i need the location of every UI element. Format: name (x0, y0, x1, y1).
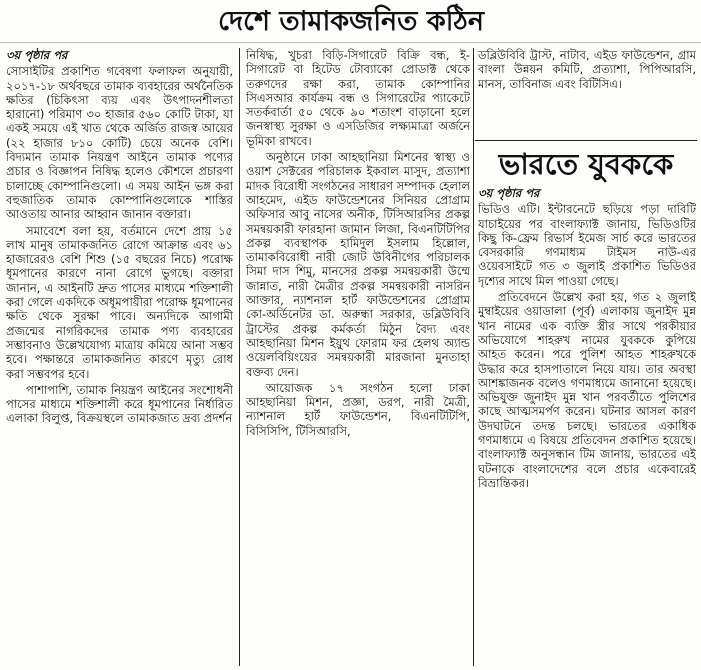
story2-headline: ভারতে যুবককে (498, 147, 674, 181)
story1-column-1 (6, 48, 233, 668)
story1-paragraph: অনুষ্ঠানে ঢাকা আহছানিয়া মিশনের স্বাস্থ্য ও ওয়াশ সেক্টরের পরিচালক ইকবাল মাসুদ, প্রত্যাশা মাদক বিরোধী সংগঠনের সাধারণ সম্পাদক হেলাল আহমেদ, এইড ফাউন্ডেশনের সিনিয়র প্রোগ্রাম অফিসার আবু নাসের অনীক, টিসিআরসির প্রকল্প সমন্বয়কারী ফারহানা জামান লিজা, বিএনটিটিপির প্রকল্প ব্যবস্থাপক হামিদুল ইসলাম হিল্লোল, তামাকবিরোধী নারী জোট উবিনীগের পরিচালক সিমা দাস শিমু, মানসের প্রকল্প সমন্বয়কারী উম্মে জান্নাত, নারী মৈত্রীর প্রকল্প সমন্বয়কারী নাসরিন আক্তার, ন্যাশনাল হার্ট ফাউন্ডেশনের প্রোগ্রাম কো-অর্ডিনেটর ডা. অরুন্ধা সরকার, ডব্লিউবিবি ট্রাস্টের প্রকল্প কর্মকর্তা মিঠুন বৈদ্য এবং আহছানিয়া মিশন ইয়ুথ ফোরাম ফর হেলথ অ্যান্ড ওয়েলবিয়িংয়ের সমন্বয়কারী মারজানা মুনতাহা বক্তব্য দেন। (246, 150, 470, 379)
story2-dateline: ৩য় পৃষ্ঠার পর (478, 186, 540, 200)
story2-column (478, 186, 696, 668)
column-divider (473, 48, 474, 666)
story1-dateline: ৩য় পৃষ্ঠার পর (6, 48, 68, 62)
story1-paragraph: নিষিদ্ধ, খুচরা বিড়ি-সিগারেট বিক্রি বন্ধ, ই-সিগারেট বা হিটেড টোব্যাকো প্রোডাক্ট থেকে তরুণদের রক্ষা করা, তামাক কোম্পানির সিএসআর কার্যক্রম বন্ধ ও সিগারেটের প্যাকেটে সতর্কবার্তা ৫০ থেকে ৯০ শতাংশ বাড়ানো হলে জনস্বাস্থ্য সুরক্ষা ও এসডিজির লক্ষ্যমাত্রা অর্জনে ভূমিকা রাখবে। (246, 48, 470, 148)
headline-underline (0, 42, 701, 43)
story2-paragraph: ভিডিও এটি। ইন্টারনেটে ছড়িয়ে পড়া দাবিটি যাচাইয়ের পর বাংলাফ্যাক্ট জানায়, ভিডিওটির কিছু কি-ফ্রেম রিভার্স ইমেজ সার্চ করে ভারতের বেসরকারি গণমাধ্যম টাইমস নাউ-এর ওয়েবসাইটে গত ৩ জুলাই প্রকাশিত ভিডিওর দৃশ্যের সাথে মিল পাওয়া গেছে। (478, 202, 696, 288)
story1-paragraph: ডব্লিউবিবি ট্রাস্ট, নাটাব, এইড ফাউন্ডেশন, গ্রাম বাংলা উন্নয়ন কমিটি, প্রত্যাশা, পিপিআরসি, মানস, তাবিনাজ এবং বিটিসিএ। (478, 48, 696, 91)
story-divider (475, 140, 697, 141)
story1-column-3 (478, 48, 696, 138)
story1-paragraph: সোসাইটির প্রকাশিত গবেষণা ফলাফল অনুযায়ী, ২০১৭-১৮ অর্থবছরে তামাক ব্যবহারের অর্থনৈতিক ক্ষতির (চিকিৎসা ব্যয় এবং উৎপাদনশীলতা হারানো) পরিমাণ ৩০ হাজার ৫৬০ কোটি টাকা, যা একই সময়ে এই খাত থেকে অর্জিত রাজস্ব আয়ের (২২ হাজার ৮১০ কোটি) চেয়ে অনেক বেশি। বিদ্যমান তামাক নিয়ন্ত্রণ আইনে তামাক পণ্যের প্রচার ও বিজ্ঞাপন নিষিদ্ধ হলেও কৌশলে প্রচারণা চালাচ্ছে কোম্পানিগুলো। এ সময় আইন ভঙ্গ করা বহুজাতিক তামাক কোম্পানিগুলোকে শাস্তির আওতায় আনার আহ্বান জানান বক্তারা। (6, 64, 233, 222)
story1-paragraph: আয়োজক ১৭ সংগঠন হলো ঢাকা আহছানিয়া মিশন, প্রজ্ঞা, ডরপ, নারী মৈত্রী, ন্যাশনাল হার্ট ফাউন্ডেশন, বিএনটিটিপি, বিসিসিপি, টিসিআরসি, (246, 380, 470, 438)
story1-headline: দেশে তামাকজনিত কঠিন (218, 6, 484, 37)
story2-paragraph: প্রতিবেদনে উল্লেখ করা হয়, গত ২ জুলাই মুম্বাইয়ের ওয়াডালা (পূর্ব) এলাকায় জুনাইদ মুন্ন খান নামের এক ব্যক্তি স্ত্রীর সাথে পরকীয়ার অভিযোগে শাহরুখ নামের যুবককে কুপিয়ে আহত করেন। পরে পুলিশ আহত শাহরুখকে উদ্ধার করে হাসপাতালে নিয়ে যায়। তার অবস্থা আশঙ্কাজনক বলেও গণমাধ্যমে জানানো হয়েছে। অভিযুক্ত জুনাইদ মুন্ন খান পরবর্তীতে পুলিশের কাছে আত্মসমর্পণ করেন। ঘটনার আসল কারণ উদঘাটনে তদন্ত চলছে। ভারতের একাধিক গণমাধ্যমে এ বিষয়ে প্রতিবেদন প্রকাশিত হয়েছে। বাংলাফ্যাক্ট অনুসন্ধান টিম জানায়, ভারতের এই ঘটনাকে বাংলাদেশের বলে প্রচার একেবারেই বিভ্রান্তিকর। (478, 290, 696, 490)
story1-paragraph: সমাবেশে বলা হয়, বর্তমানে দেশে প্রায় ১৫ লাখ মানুষ তামাকজনিত রোগে আক্রান্ত এবং ৬১ হাজারেরও বেশি শিশু (১৫ বছরের নিচে) পরোক্ষ ধূমপানের কারণে নানা রোগে ভুগছে। বক্তারা জানান, এ আইনটি দ্রুত পাসের মাধ্যমে শক্তিশালী করা গেলে একদিকে অধূমপায়ীরা পরোক্ষ ধূমপানের ক্ষতি থেকে সুরক্ষা পাবে। অন্যদিকে আগামী প্রজন্মের নাগরিকদের তামাক পণ্য ব্যবহারের সম্ভাবনাও উল্লেখযোগ্য মাত্রায় কমিয়ে আনা সম্ভব হবে। পক্ষান্তরে তামাকজনিত কারণে মৃত্যু রোধ করা সম্ভবপর হবে। (6, 223, 233, 381)
story1-column-2 (246, 48, 470, 668)
story1-paragraph: পাশাপাশি, তামাক নিয়ন্ত্রণ আইনের সংশোধনী পাসের মাধ্যমে শক্তিশালী করে ধূমপানের নির্ধারিত এলাকা বিলুপ্ত, বিক্রয়স্থলে তামাকজাত দ্রব্য প্রদর্শন (6, 382, 233, 426)
column-divider (239, 48, 240, 666)
